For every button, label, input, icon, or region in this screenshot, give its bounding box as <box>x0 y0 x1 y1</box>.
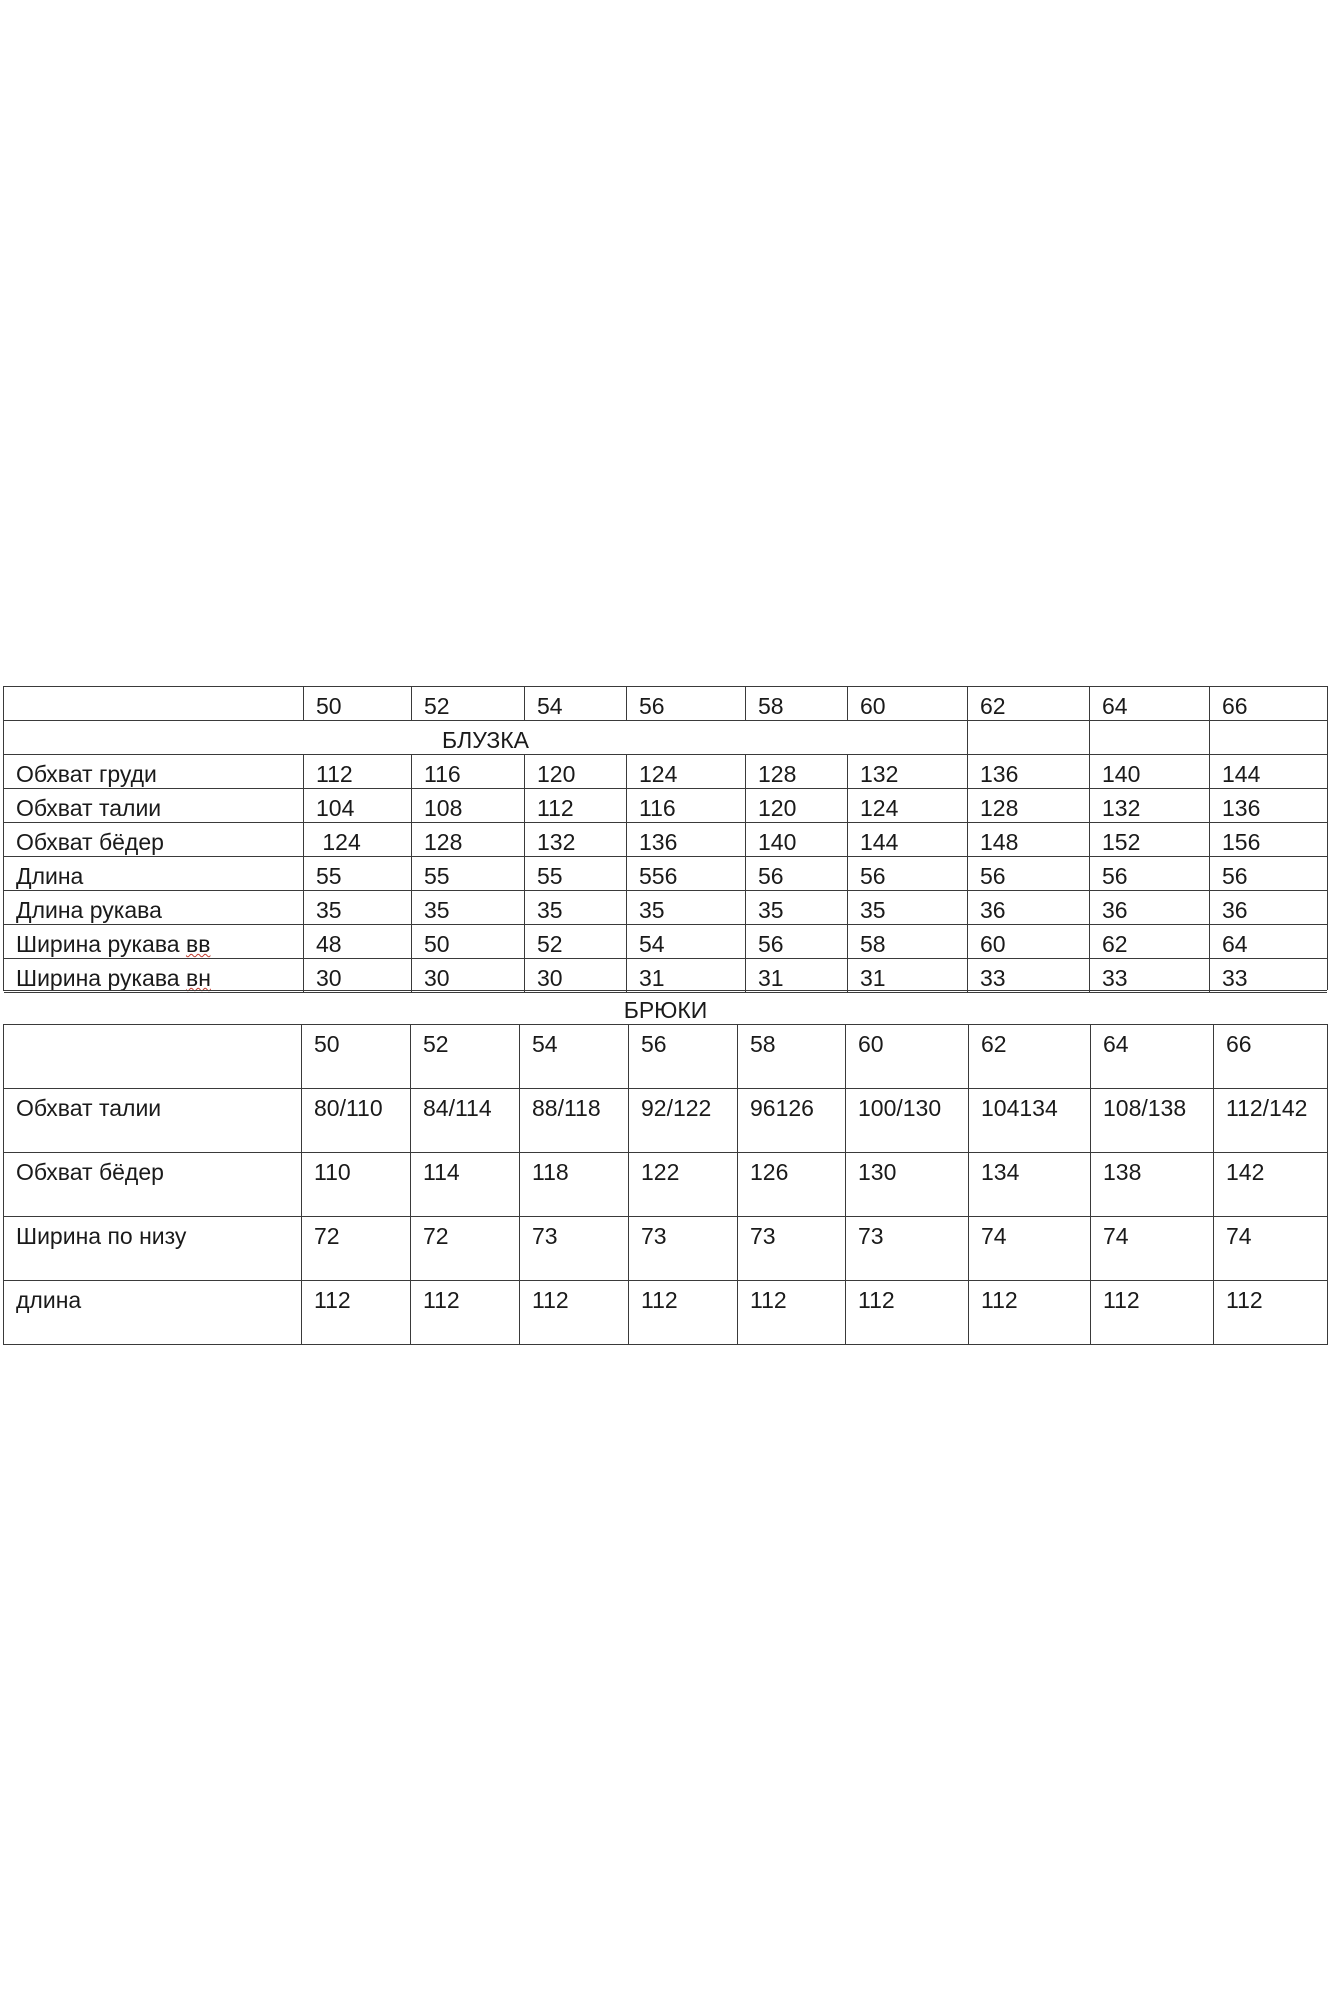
value-cell: 74 <box>969 1217 1091 1281</box>
value-cell: 120 <box>746 789 848 823</box>
value-cell: 130 <box>846 1153 969 1217</box>
size-cell: 58 <box>738 1025 846 1089</box>
size-cell: 60 <box>848 687 968 721</box>
value-cell: 31 <box>746 959 848 993</box>
value-cell: 35 <box>304 891 412 925</box>
empty-cell <box>1090 721 1210 755</box>
value-cell: 74 <box>1091 1217 1214 1281</box>
value-cell: 55 <box>304 857 412 891</box>
value-cell: 36 <box>968 891 1090 925</box>
table-row <box>4 891 1328 925</box>
value-cell: 96126 <box>738 1089 846 1153</box>
value-cell: 74 <box>1214 1217 1328 1281</box>
value-cell: 144 <box>848 823 968 857</box>
value-cell: 112 <box>520 1281 629 1345</box>
value-cell: 124 <box>627 755 746 789</box>
value-cell: 110 <box>302 1153 411 1217</box>
value-cell: 112 <box>525 789 627 823</box>
size-cell: 62 <box>968 687 1090 721</box>
table-row <box>4 1089 1328 1153</box>
table-row <box>4 1217 1328 1281</box>
size-cell: 54 <box>525 687 627 721</box>
value-cell: 112 <box>411 1281 520 1345</box>
empty-cell <box>968 721 1090 755</box>
value-cell: 30 <box>412 959 525 993</box>
value-cell: 132 <box>1090 789 1210 823</box>
blouse-size-header-row <box>4 687 1328 721</box>
table-row <box>4 1153 1328 1217</box>
row-label <box>4 959 304 993</box>
value-cell: 35 <box>412 891 525 925</box>
size-cell: 56 <box>629 1025 738 1089</box>
value-cell: 73 <box>520 1217 629 1281</box>
value-cell: 31 <box>848 959 968 993</box>
row-label: Обхват талии <box>4 1089 302 1153</box>
value-cell: 136 <box>627 823 746 857</box>
value-cell: 112 <box>304 755 412 789</box>
size-cell: 56 <box>627 687 746 721</box>
table-row <box>4 959 1328 993</box>
row-label: Обхват груди <box>4 755 304 789</box>
value-cell: 35 <box>525 891 627 925</box>
empty-corner-cell <box>4 687 304 721</box>
value-cell: 56 <box>968 857 1090 891</box>
value-cell: 128 <box>412 823 525 857</box>
value-cell: 116 <box>412 755 525 789</box>
value-cell: 72 <box>302 1217 411 1281</box>
value-cell: 126 <box>738 1153 846 1217</box>
row-label: Длина рукава <box>4 891 304 925</box>
value-cell: 142 <box>1214 1153 1328 1217</box>
size-cell: 50 <box>304 687 412 721</box>
value-cell: 35 <box>848 891 968 925</box>
size-cell: 60 <box>846 1025 969 1089</box>
value-cell: 124 <box>304 823 412 857</box>
size-cell: 50 <box>302 1025 411 1089</box>
size-cell: 64 <box>1090 687 1210 721</box>
value-cell: 72 <box>411 1217 520 1281</box>
value-cell: 54 <box>627 925 746 959</box>
value-cell: 136 <box>1210 789 1328 823</box>
row-label: Длина <box>4 857 304 891</box>
value-cell: 35 <box>746 891 848 925</box>
row-label: Обхват бёдер <box>4 823 304 857</box>
value-cell: 108/138 <box>1091 1089 1214 1153</box>
value-cell: 56 <box>1210 857 1328 891</box>
value-cell: 118 <box>520 1153 629 1217</box>
value-cell: 62 <box>1090 925 1210 959</box>
row-label-suffix: вв <box>185 931 211 957</box>
value-cell: 56 <box>746 857 848 891</box>
size-cell: 66 <box>1210 687 1328 721</box>
value-cell: 31 <box>627 959 746 993</box>
value-cell: 108 <box>412 789 525 823</box>
row-label-main: Ширина рукава <box>16 931 186 957</box>
value-cell: 56 <box>746 925 848 959</box>
value-cell: 152 <box>1090 823 1210 857</box>
pants-size-header-row <box>4 1025 1328 1089</box>
empty-corner-cell <box>4 1025 302 1089</box>
value-cell: 132 <box>525 823 627 857</box>
value-cell: 136 <box>968 755 1090 789</box>
row-label: Обхват талии <box>4 789 304 823</box>
row-label: Ширина по низу <box>4 1217 302 1281</box>
value-cell: 112 <box>846 1281 969 1345</box>
table-row <box>4 857 1328 891</box>
table-row <box>4 823 1328 857</box>
size-cell: 52 <box>411 1025 520 1089</box>
value-cell: 114 <box>411 1153 520 1217</box>
value-cell: 36 <box>1210 891 1328 925</box>
blouse-title-row <box>4 721 1328 755</box>
size-cell: 58 <box>746 687 848 721</box>
value-cell: 88/118 <box>520 1089 629 1153</box>
table-row <box>4 1281 1328 1345</box>
value-cell: 60 <box>968 925 1090 959</box>
pants-size-table <box>3 990 1328 1345</box>
value-cell: 80/110 <box>302 1089 411 1153</box>
value-cell: 33 <box>1090 959 1210 993</box>
size-cell: 52 <box>412 687 525 721</box>
value-cell: 56 <box>1090 857 1210 891</box>
value-cell: 50 <box>412 925 525 959</box>
value-cell: 112 <box>302 1281 411 1345</box>
value-cell: 92/122 <box>629 1089 738 1153</box>
value-cell: 104134 <box>969 1089 1091 1153</box>
pants-title-row <box>4 991 1328 1025</box>
value-cell: 140 <box>1090 755 1210 789</box>
value-cell: 134 <box>969 1153 1091 1217</box>
value-cell: 138 <box>1091 1153 1214 1217</box>
table-row <box>4 789 1328 823</box>
row-label <box>4 925 304 959</box>
value-cell: 128 <box>746 755 848 789</box>
value-cell: 73 <box>629 1217 738 1281</box>
value-cell: 116 <box>627 789 746 823</box>
value-cell: 124 <box>848 789 968 823</box>
row-label: длина <box>4 1281 302 1345</box>
table-row <box>4 755 1328 789</box>
value-cell: 132 <box>848 755 968 789</box>
value-cell: 73 <box>846 1217 969 1281</box>
size-cell: 64 <box>1091 1025 1214 1089</box>
value-cell: 58 <box>848 925 968 959</box>
value-cell: 30 <box>525 959 627 993</box>
blouse-size-table <box>3 686 1328 993</box>
row-label: Обхват бёдер <box>4 1153 302 1217</box>
value-cell: 120 <box>525 755 627 789</box>
value-cell: 112 <box>969 1281 1091 1345</box>
value-cell: 140 <box>746 823 848 857</box>
value-cell: 112 <box>1091 1281 1214 1345</box>
value-cell: 33 <box>1210 959 1328 993</box>
row-label-main: Ширина рукава <box>16 965 186 991</box>
value-cell: 36 <box>1090 891 1210 925</box>
value-cell: 84/114 <box>411 1089 520 1153</box>
size-cell: 66 <box>1214 1025 1328 1089</box>
value-cell: 112 <box>1214 1281 1328 1345</box>
size-cell: 62 <box>969 1025 1091 1089</box>
row-label-suffix: вн <box>185 965 211 991</box>
value-cell: 52 <box>525 925 627 959</box>
value-cell: 55 <box>525 857 627 891</box>
value-cell: 35 <box>627 891 746 925</box>
value-cell: 112/142 <box>1214 1089 1328 1153</box>
blouse-section-title: БЛУЗКА <box>4 721 968 755</box>
value-cell: 104 <box>304 789 412 823</box>
value-cell: 30 <box>304 959 412 993</box>
value-cell: 33 <box>968 959 1090 993</box>
value-cell: 112 <box>738 1281 846 1345</box>
value-cell: 73 <box>738 1217 846 1281</box>
value-cell: 48 <box>304 925 412 959</box>
value-cell: 64 <box>1210 925 1328 959</box>
value-cell: 56 <box>848 857 968 891</box>
value-cell: 122 <box>629 1153 738 1217</box>
value-cell: 148 <box>968 823 1090 857</box>
value-cell: 112 <box>629 1281 738 1345</box>
value-cell: 144 <box>1210 755 1328 789</box>
value-cell: 556 <box>627 857 746 891</box>
value-cell: 156 <box>1210 823 1328 857</box>
size-cell: 54 <box>520 1025 629 1089</box>
pants-section-title: БРЮКИ <box>4 991 1328 1025</box>
value-cell: 55 <box>412 857 525 891</box>
value-cell: 100/130 <box>846 1089 969 1153</box>
value-cell: 128 <box>968 789 1090 823</box>
empty-cell <box>1210 721 1328 755</box>
table-row <box>4 925 1328 959</box>
